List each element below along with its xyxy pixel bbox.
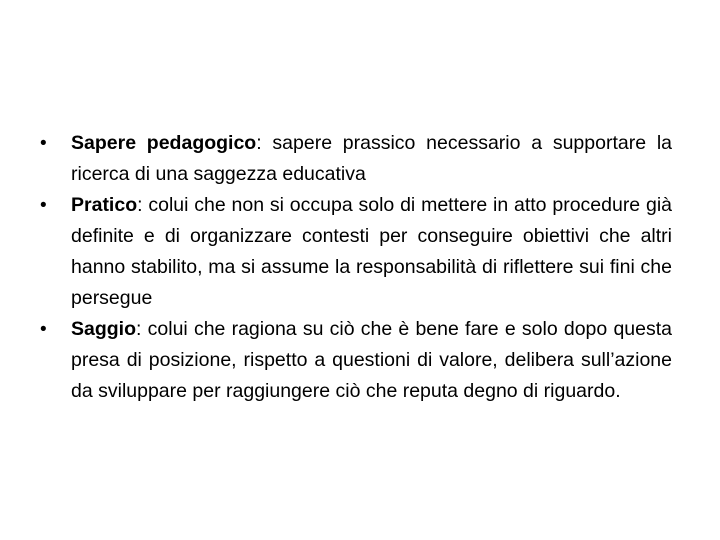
- bullet-item-sapere-pedagogico: [36, 128, 672, 190]
- bullet-text: : colui che non si occupa solo di mettere in atto procedure già definite e di organizzare contesti per conseguire obiettivi che altri hanno stabilito, ma si assume la responsabilità di riflettere sui fini che persegue: [71, 194, 672, 309]
- bullet-list: [36, 128, 672, 407]
- bullet-text: : colui che ragiona su ciò che è bene fare e solo dopo questa presa di posizione, rispetto a questioni di valore, delibera sull’azione da sviluppare per raggiungere ciò che reputa degno di riguardo.: [71, 318, 672, 402]
- bullet-term: Saggio: [71, 318, 137, 340]
- bullet-term: Sapere pedagogico: [71, 132, 257, 154]
- bullet-icon: •: [40, 133, 47, 154]
- bullet-text: : sapere prassico necessario a supportare la ricerca di una saggezza educativa: [71, 132, 672, 185]
- bullet-item-saggio: [36, 314, 672, 407]
- bullet-item-pratico: [36, 190, 672, 314]
- bullet-icon: •: [40, 319, 47, 340]
- bullet-term: Pratico: [71, 194, 138, 216]
- bullet-icon: •: [40, 195, 47, 216]
- slide-content: [36, 128, 672, 407]
